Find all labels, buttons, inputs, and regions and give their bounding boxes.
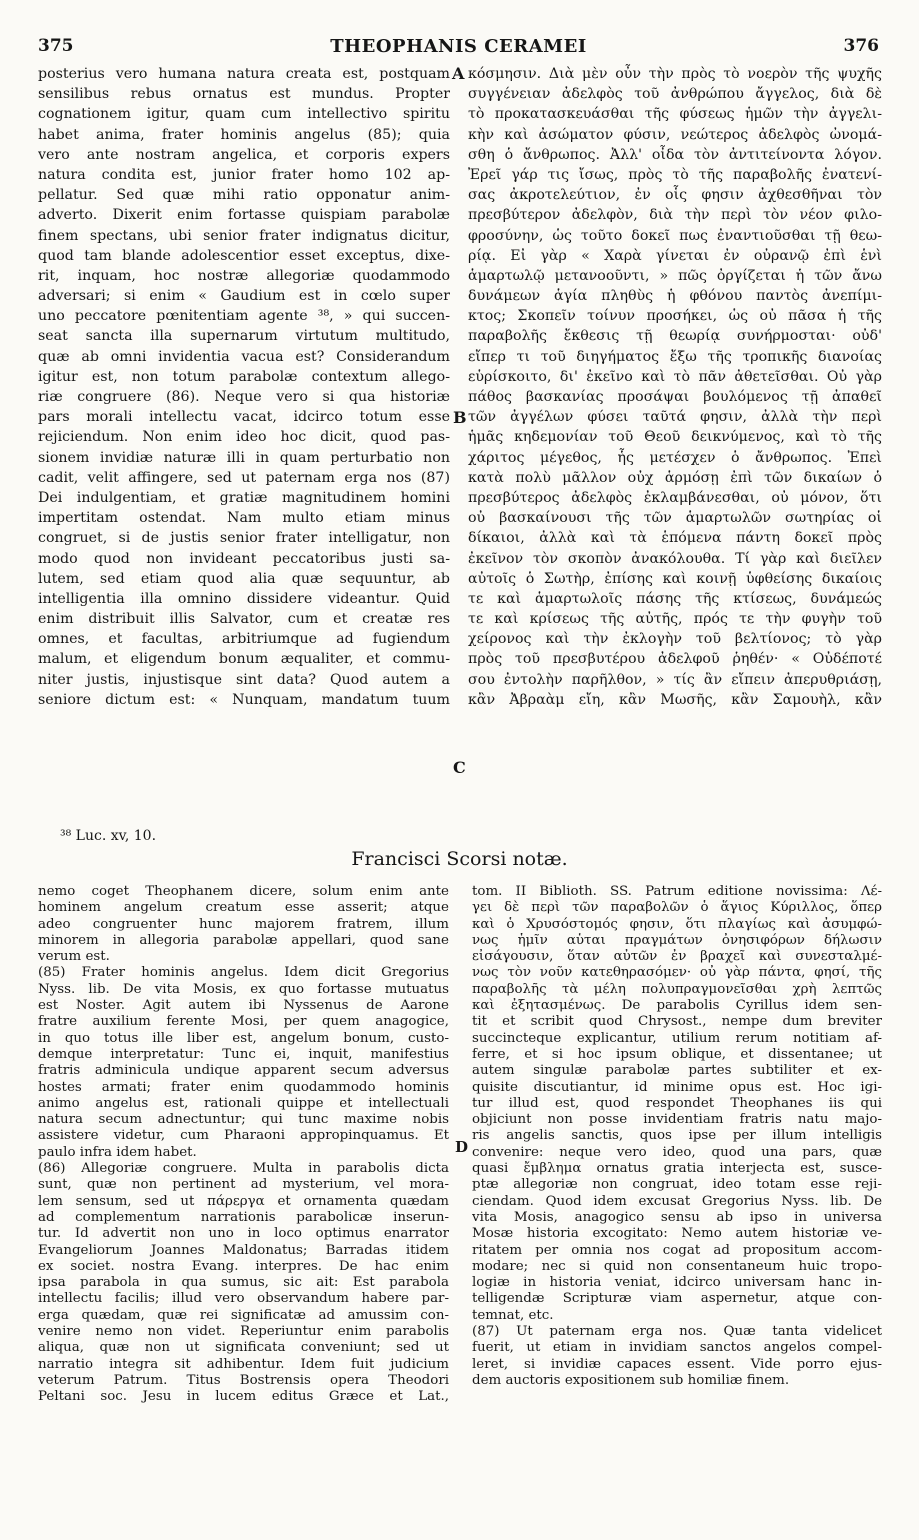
note-text-line: natura secum adnectuntur; qui tunc maxime nobis [38, 1112, 449, 1128]
greek-text-line: εὑρίσκοιτο, δι' ἐκεῖνο καὶ τὸ πᾶν ἀθετεῖσθαι. Οὐ γὰρ [468, 368, 882, 385]
note-text-line: ris angelis sanctis, quos ipse per illum intelligis [472, 1128, 882, 1144]
margin-mark-a: A [452, 64, 465, 83]
greek-text-line: δίκαιοι, ἀλλὰ καὶ τὰ ἑπόμενα πάντη δοκεῖ πρὸς [468, 530, 882, 547]
latin-text-line: sensilibus rebus ornatus est mundus. Propter [38, 86, 450, 103]
running-title: THEOPHANIS CERAMEI [330, 36, 587, 57]
latin-text-line: adverto. Dixerit enim fortasse quispiam parabolæ [38, 207, 450, 224]
latin-text-line: habet anima, frater hominis angelus (85); quia [38, 126, 450, 143]
note-text-line: modare; nec si quid non consentaneum huic tropo- [472, 1258, 882, 1274]
note-text-line: fratre auxilium ferente Mosi, per quem anagogice, [38, 1014, 449, 1030]
greek-text-line: πρεσβύτερον ἀδελφὸν, διὰ τὴν περὶ τὸν νέον φιλο- [468, 207, 882, 224]
note-text-line: (85) Frater hominis angelus. Idem dicit Gregorius [38, 965, 449, 981]
note-text-line: ex societ. nostra Evang. interpres. De hac enim [38, 1258, 449, 1274]
greek-text-line: παραβολῆς ἔκθεσις τῇ θεωρίᾳ συνήρμοσται· οὐδ' [468, 328, 882, 345]
note-text-line: fuerit, ut etiam in invidiam sanctos angelos compel- [472, 1340, 882, 1356]
latin-text-line: niter justis, injustisque sint data? Quod autem a [38, 671, 450, 688]
note-text-line: παραβολῆς τὰ μέλη πολυπραγμονεῖσθαι χρὴ λεπτῶς [472, 981, 882, 997]
note-text-line: dem auctoris expositionem sub homiliæ finem. [472, 1372, 790, 1388]
note-text-line: adeo congruenter hunc majorem fratrem, illum [38, 916, 449, 932]
note-text-line: (86) Allegoriæ congruere. Multa in parabolis dicta [38, 1161, 449, 1177]
note-text-line: καὶ ἐξητασμένως. De parabolis Cyrillus idem sen- [472, 998, 882, 1014]
latin-text-line: Dei indulgentiam, et gratiæ magnitudinem homini [38, 489, 450, 506]
note-text-line: quasi ἔμβλημα ornatus gratia interjecta est, susce- [472, 1161, 882, 1177]
greek-text-line: οὐ βασκαίνουσι τῆς τῶν ἁμαρτωλῶν σωτηρίας οἱ [468, 510, 882, 527]
note-text-line: sunt, quæ non pertinent ad mysterium, vel mora- [38, 1177, 449, 1193]
note-text-line: νως ἡμῖν αὗται πραγμάτων ὀνησιφόρων δήλωσιν [472, 932, 882, 948]
note-text-line: fratris adminicula undique apparent secum adversus [38, 1063, 449, 1079]
greek-text-line: φροσύνην, ὡς τοῦτο δοκεῖ πως ἐναντιοῦσθαι τῇ θεω- [468, 227, 882, 244]
latin-text-line: impertitam ostendat. Nam multo etiam minus [38, 510, 450, 527]
note-text-line: paulo infra idem habet. [38, 1144, 197, 1160]
note-text-line: erga quædam, quæ rei significatæ ad amussim con- [38, 1307, 449, 1323]
greek-text-line: κτος; Σκοπεῖν τοίνυν προσήκει, ὡς οὐ πᾶσα ἡ τῆς [468, 308, 882, 325]
note-text-line: leret, si invidiæ capaces essent. Vide porro ejus- [472, 1356, 882, 1372]
greek-text-line: πρὸς τοῦ πρεσβυτέρου ἀδελφοῦ ῥηθέν· « Οὐδέποτέ [468, 651, 882, 668]
note-text-line: Evangeliorum Joannes Maldonatus; Barradas itidem [38, 1242, 449, 1258]
greek-text-line: κὴν καὶ ἀσώματον φύσιν, νεώτερος ἀδελφὸς ὠνομά- [468, 126, 882, 143]
greek-text-line: χάριτος μέγεθος, ἧς μετέσχεν ὁ ἄνθρωπος. Ἐπεὶ [468, 449, 882, 466]
note-text-line: ritatem per omnia nos cogat ad propositum accom- [472, 1242, 882, 1258]
latin-text-line: quod tam blande adolescentior esset exceptus, dixe- [38, 247, 450, 264]
note-text-line: Peltani soc. Jesu in lucem editus Græce et Lat., [38, 1389, 449, 1405]
latin-column [38, 64, 450, 710]
greek-text-line: συγγένειαν ἀδελφὸς τοῦ ἀνθρώπου ἄγγελος, διὰ δὲ [468, 86, 882, 103]
note-text-line: Nyss. lib. De vita Mosis, ex quo fortasse mutuatus [38, 981, 449, 997]
greek-text-line: κἂν Ἀβραὰμ εἴη, κἂν Μωσῆς, κἂν Σαμουὴλ, κἂν [468, 691, 882, 708]
running-header [38, 36, 879, 60]
note-text-line: venire nemo non videt. Reperiuntur enim parabolis [38, 1324, 449, 1340]
latin-text-line: intelligentia illa omnino dissidere videantur. Quid [38, 590, 450, 607]
latin-text-line: igitur est, non totum parabolæ contextum allego- [38, 368, 450, 385]
note-text-line: tom. II Biblioth. SS. Patrum editione novissima: Λέ- [472, 884, 882, 899]
note-text-line: tur illud est, quod respondet Theophanes iis qui [472, 1095, 882, 1111]
latin-text-line: cognationem igitur, quam cum intellectivo spiritu [38, 106, 450, 123]
note-text-line: est Noster. Agit autem ibi Nyssenus de Aarone [38, 998, 449, 1014]
margin-mark-d: D [455, 1138, 469, 1156]
note-text-line: ad complementum narrationis parabolicæ inserun- [38, 1209, 449, 1225]
note-text-line: γει δὲ περὶ τῶν παραβολῶν ὁ ἅγιος Κύριλλος, ὅπερ [472, 900, 882, 916]
latin-text-line: natura condita est, junior frater homo 102 ap- [38, 166, 450, 183]
greek-text-line: πρεσβύτερος ἀδελφὸς ἐκλαμβάνεσθαι, οὐ μόνον, ὅτι [468, 489, 882, 506]
greek-text-line: ἡμᾶς κηδεμονίαν τοῦ Θεοῦ δεικνύμενος, καὶ τὸ τῆς [468, 429, 882, 446]
note-text-line: autem singulæ parabolæ partes subtiliter et ex- [472, 1063, 882, 1079]
page-number-left: 375 [38, 36, 74, 56]
note-text-line: εἰσάγουσιν, ὅταν αὐτῶν ἐν βραχεῖ καὶ συνεσταλμέ- [472, 949, 882, 965]
greek-text-line: τὸ προκατασκευάσθαι τῆς φύσεως ἡμῶν τὴν ἀγγελι- [468, 106, 882, 123]
latin-text-line: rit, inquam, hoc nostræ allegoriæ quodammodo [38, 267, 450, 284]
greek-text-line: κατὰ πολὺ μᾶλλον οὐχ ἁρμόσῃ ἐπὶ τῶν δικαίων ὁ [468, 469, 882, 486]
note-text-line: quisite discutiantur, id minime opus est. Hoc igi- [472, 1079, 882, 1095]
note-text-line: objiciunt non posse invidentiam fratris natu majo- [472, 1112, 882, 1128]
greek-text-line: αὐτοῖς ὁ Σωτὴρ, ἐπίσης καὶ κοινῇ ὑφθείσης δικαίοις [468, 570, 882, 587]
note-text-line: intellectu facilis; illud vero observandum habere par- [38, 1291, 449, 1307]
note-text-line: narratio integra sit adhibentur. Idem fuit judicium [38, 1356, 449, 1372]
note-text-line: logiæ in historia veniat, idcirco universam hanc in- [472, 1275, 882, 1291]
note-text-line: convenire: neque vero ideo, quod una pars, quæ [472, 1144, 882, 1160]
notes-right-column [472, 884, 882, 1389]
greek-text-line: τε καὶ ἁμαρτωλοῖς πάσης τῆς κτίσεως, δυνάμεώς [468, 590, 882, 607]
notes-title: Francisci Scorsi notæ. [351, 848, 568, 870]
margin-mark-c: C [453, 758, 466, 777]
latin-text-line: congruet, si de justis senior frater intelligatur, non [38, 530, 450, 547]
latin-text-line: lutem, sed etiam quod alia quæ sequuntur, ab [38, 570, 450, 587]
note-text-line: assistere videtur, cum Pharaoni appropinquamus. Et [38, 1128, 449, 1144]
greek-text-line: σας ἀκροτελεύτιον, ἐν οἷς φησιν ἀχθεσθῆναι τὸν [468, 187, 882, 204]
latin-text-line: riæ congruere (86). Neque vero si qua historiæ [38, 389, 450, 405]
note-text-line: minorem in allegoria parabolæ appellari, quod sane [38, 932, 449, 948]
latin-text-line: quæ ab omni invidentia vacua est? Considerandum [38, 348, 450, 365]
note-text-line: verum est. [38, 949, 110, 965]
note-text-line: aliqua, quæ non ut significata conveniunt; sed ut [38, 1340, 449, 1356]
greek-text-line: ἁμαρτωλῷ μετανοοῦντι, » πῶς ὀργίζεται ἡ τῶν ἄνω [468, 267, 882, 284]
notes-left-column [38, 884, 449, 1406]
page-number-right: 376 [843, 36, 879, 56]
note-text-line: nemo coget Theophanem dicere, solum enim ante [38, 884, 449, 899]
note-text-line: ciendam. Quod idem excusat Gregorius Nyss. lib. De [472, 1193, 882, 1209]
latin-text-line: pellatur. Sed quæ mihi ratio opponatur anim- [38, 187, 450, 204]
note-text-line: (87) Ut paternam erga nos. Quæ tanta videlicet [472, 1324, 882, 1340]
note-text-line: in quo totus ille liber est, angelum bonum, custo- [38, 1030, 449, 1046]
note-text-line: veterum Patrum. Titus Bostrensis opera Theodori [38, 1372, 449, 1388]
latin-text-line: uno peccatore pœnitentiam agente ³⁸, » qui succen- [38, 308, 450, 325]
greek-text-line: τῶν ἀγγέλων φύσει ταῦτά φησιν, ἀλλὰ τὴν περὶ [468, 409, 882, 426]
note-text-line: νως τὸν νοῦν κατεθηρασόμεν· οὐ γὰρ πάντα, φησί, τῆς [472, 965, 882, 981]
note-text-line: vita Mosis, anagogico sensu ab ipso in universa [472, 1209, 882, 1225]
note-text-line: tit et scribit quod Chrysost., nempe dum breviter [472, 1014, 882, 1030]
latin-text-line: vero ante nostram angelica, et corporis expers [38, 146, 450, 163]
note-text-line: lem sensum, sed ut πάρεργα et ornamenta quædam [38, 1193, 449, 1209]
note-text-line: ipsa parabola in qua sumus, sic ait: Est parabola [38, 1275, 449, 1291]
latin-text-line: pars morali intellectu vacat, idcirco totum esse [38, 409, 450, 426]
note-text-line: tur. Id advertit non uno in loco optimus enarrator [38, 1226, 449, 1242]
note-text-line: demque interpretatur: Tunc ei, inquit, manifestius [38, 1046, 449, 1062]
greek-text-line: τε καὶ κρίσεως τῆς αὐτῆς, πρός τε τὴν φυγὴν τοῦ [468, 611, 882, 628]
note-text-line: καὶ ὁ Χρυσόστομός φησιν, ὅτι πλαγίως καὶ ἀσυμφώ- [472, 916, 882, 932]
latin-text-line: finem spectans, ubi senior frater indignatus dicitur, [38, 227, 450, 244]
greek-text-line: ρίᾳ. Εἰ γὰρ « Χαρὰ γίνεται ἐν οὐρανῷ ἐπὶ ἑνὶ [468, 247, 882, 264]
latin-text-line: posterius vero humana natura creata est, postquam [38, 66, 450, 82]
latin-text-line: omnes, et facultas, arbitriumque ad fugiendum [38, 631, 450, 648]
greek-text-line: σθη ὁ ἄνθρωπος. Ἀλλ' οἶδα τὸν ἀντιτείνοντα λόγον. [468, 146, 882, 163]
greek-text-line: ἐκεῖνον τὸν σκοπὸν ἀνακόλουθα. Τί γὰρ καὶ διεῖλεν [468, 550, 882, 567]
latin-text-line: modo quod non invideant peccatoribus justi sa- [38, 550, 450, 567]
greek-text-line: σου ἐντολὴν παρῆλθον, » τίς ἂν εἴπειν ἀπερυθριάσῃ, [468, 671, 882, 688]
footnote: ³⁸ Luc. xv, 10. [60, 828, 157, 844]
note-text-line: hostes armati; frater enim quodammodo hominis [38, 1079, 449, 1095]
greek-text-line: Ἐρεῖ γάρ τις ἴσως, πρὸς τὸ τῆς παραβολῆς ἐνατενί- [468, 166, 882, 183]
margin-mark-b: B [453, 408, 467, 427]
latin-text-line: rejiciendum. Non enim ideo hoc dicit, quod pas- [38, 429, 450, 446]
note-text-line: Mosæ historia excogitato: Nemo autem historiæ ve- [472, 1226, 882, 1242]
note-text-line: animo angelus est, rationali quippe et intellectuali [38, 1095, 449, 1111]
latin-text-line: malum, et eligendum bonum æqualiter, et commu- [38, 651, 450, 668]
latin-text-line: enim distribuit illis Salvator, cum et creatæ res [38, 611, 450, 628]
latin-text-line: seniore dictum est: « Nunquam, mandatum tuum [38, 691, 450, 708]
latin-text-line: sionem invidiæ naturæ illi in quam perturbatio non [38, 449, 450, 466]
latin-text-line: cadit, velit affingere, sed ut paternam erga nos (87) [38, 469, 450, 486]
note-text-line: ferre, et si hoc ipsum oblique, et dissentanee; ut [472, 1046, 882, 1062]
note-text-line: ptæ allegoriæ non congruat, ideo totam esse reji- [472, 1177, 882, 1193]
greek-text-line: πάθος βασκανίας προσάψαι βουλόμενος τῇ ἀπαθεῖ [468, 389, 882, 405]
note-text-line: hominem angelum creatum esse asserit; atque [38, 900, 449, 916]
latin-text-line: seat sancta illa supernarum virtutum multitudo, [38, 328, 450, 345]
latin-text-line: adversari; si enim « Gaudium est in cœlo super [38, 288, 450, 305]
note-text-line: succincteque explicantur, utilium rerum notitiam af- [472, 1030, 882, 1046]
greek-text-line: δυνάμεων ἁγία πληθὺς ἡ φθόνου παντὸς ἀνεπίμι- [468, 288, 882, 305]
note-text-line: telligendæ Scripturæ viam aspernetur, atque con- [472, 1291, 882, 1307]
greek-text-line: χείρονος καὶ τὴν ἐκλογὴν τοῦ βελτίονος; τὸ γὰρ [468, 631, 882, 648]
greek-column [468, 64, 882, 710]
greek-text-line: κόσμησιν. Διὰ μὲν οὖν τὴν πρὸς τὸ νοερὸν τῆς ψυχῆς [468, 66, 882, 82]
note-text-line: temnat, etc. [472, 1307, 554, 1323]
greek-text-line: εἴπερ τι τοῦ διηγήματος ἔξω τῆς τροπικῆς διανοίας [468, 348, 882, 365]
